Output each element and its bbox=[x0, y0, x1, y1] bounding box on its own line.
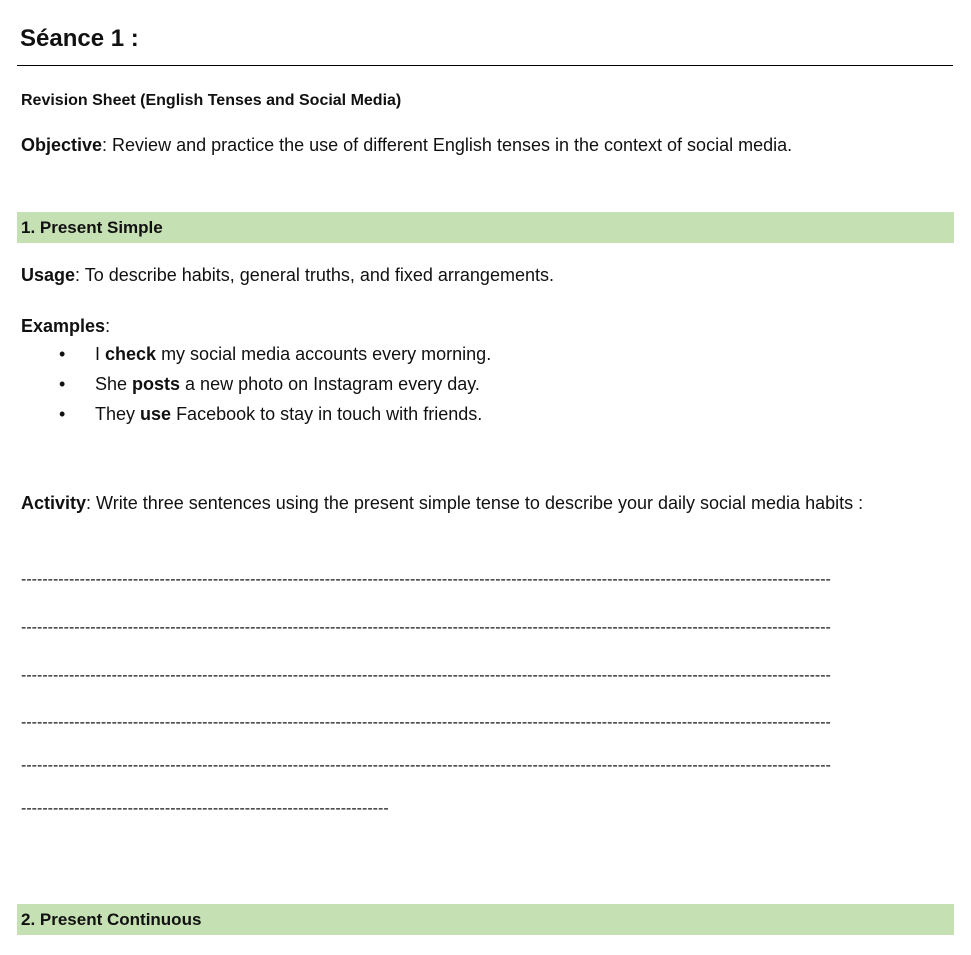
usage-label: Usage bbox=[21, 265, 76, 285]
activity-paragraph bbox=[21, 490, 926, 517]
answer-line: -------------------------------------------------------------------------------------------------------------------------------------------------------- bbox=[21, 571, 831, 588]
objective-label: Objective bbox=[21, 135, 103, 155]
title-divider bbox=[17, 65, 953, 66]
example-after: a new photo on Instagram every day. bbox=[180, 374, 480, 394]
examples-label: Examples bbox=[21, 316, 106, 336]
answer-line: -------------------------------------------------------------------------------------------------------------------------------------------------------- bbox=[21, 619, 831, 636]
activity-text: : Write three sentences using the present simple tense to describe your daily social media habits : bbox=[86, 493, 864, 513]
section-heading-present-simple bbox=[17, 212, 954, 243]
answer-line: -------------------------------------------------------------------------------------------------------------------------------------------------------- bbox=[21, 757, 831, 774]
objective-text: : Review and practice the use of different English tenses in the context of social media. bbox=[102, 135, 793, 155]
example-verb: check bbox=[105, 344, 157, 364]
section-title: 1. Present Simple bbox=[21, 218, 163, 237]
example-verb: use bbox=[140, 404, 172, 424]
bullet-icon: • bbox=[59, 404, 66, 424]
answer-line: --------------------------------------------------------------------- bbox=[21, 800, 389, 817]
section-title: 2. Present Continuous bbox=[21, 910, 202, 929]
usage-text: : To describe habits, general truths, and fixed arrangements. bbox=[75, 265, 554, 285]
bullet-icon: • bbox=[59, 374, 66, 394]
answer-line: -------------------------------------------------------------------------------------------------------------------------------------------------------- bbox=[21, 714, 831, 731]
example-before: They bbox=[95, 404, 141, 424]
examples-colon: : bbox=[105, 316, 111, 336]
answer-line: -------------------------------------------------------------------------------------------------------------------------------------------------------- bbox=[21, 667, 831, 684]
example-item bbox=[21, 340, 921, 370]
example-before: I bbox=[95, 344, 106, 364]
section-heading-present-continuous bbox=[17, 904, 954, 935]
example-after: Facebook to stay in touch with friends. bbox=[171, 404, 483, 424]
examples-heading bbox=[21, 314, 110, 338]
example-verb: posts bbox=[132, 374, 181, 394]
document-subtitle: Revision Sheet (English Tenses and Social Media) bbox=[21, 92, 402, 109]
page-title: Séance 1 : bbox=[20, 25, 139, 52]
example-after: my social media accounts every morning. bbox=[156, 344, 492, 364]
bullet-icon: • bbox=[59, 344, 66, 364]
examples-list bbox=[21, 340, 921, 430]
example-item bbox=[21, 400, 921, 430]
example-item bbox=[21, 370, 921, 400]
usage-paragraph bbox=[21, 262, 926, 289]
objective-paragraph bbox=[21, 132, 926, 159]
example-before: She bbox=[95, 374, 133, 394]
activity-label: Activity bbox=[21, 493, 87, 513]
